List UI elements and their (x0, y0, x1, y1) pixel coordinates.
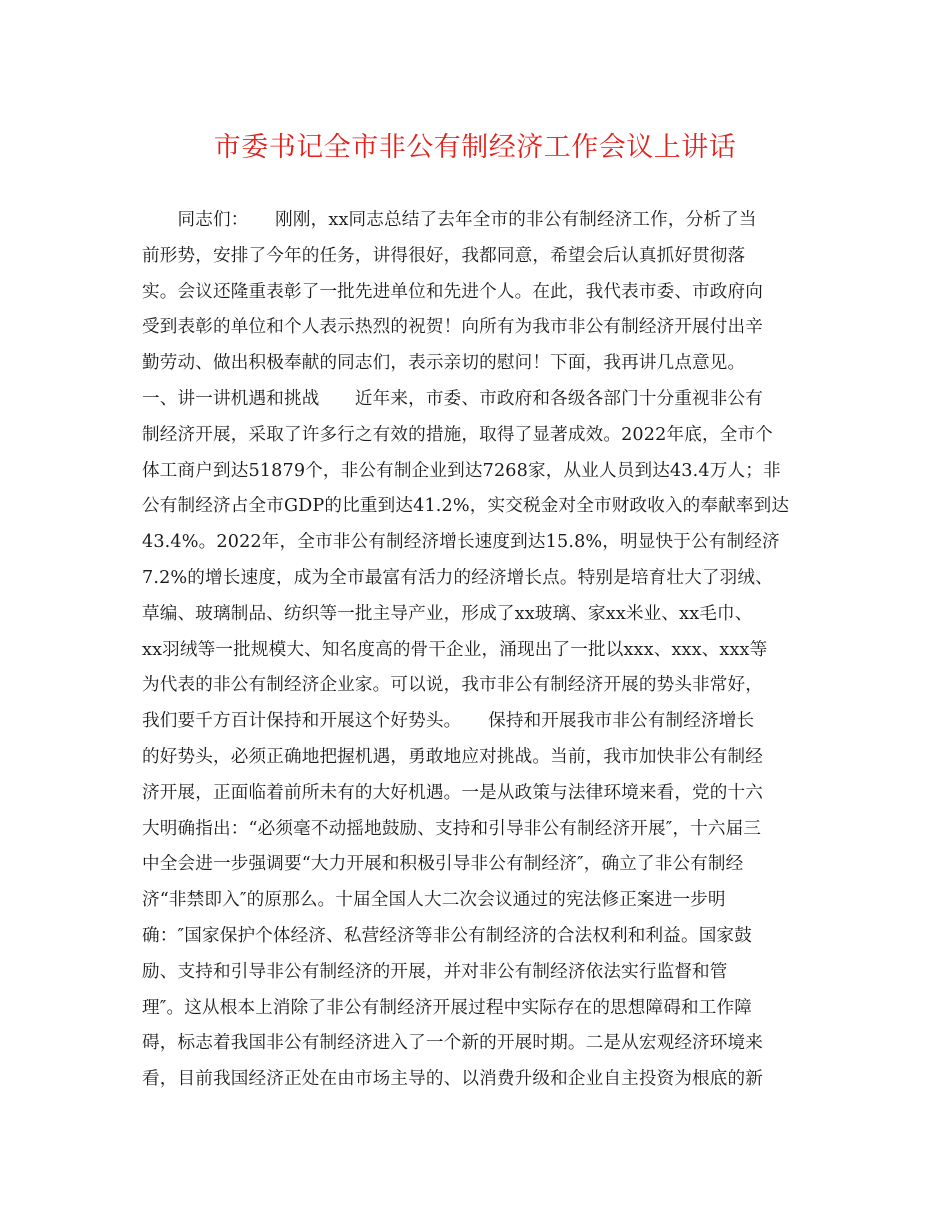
body-line-3: 实。会议还隆重表彰了一批先进单位和先进个人。在此，我代表市委、市政府向 (142, 281, 764, 302)
body-line-14: 为代表的非公有制经济企业家。可以说，我市非公有制经济开展的势头非常好， (142, 675, 764, 696)
body-line-4: 受到表彰的单位和个人表示热烈的祝贺！向所有为我市非公有制经济开展付出辛 (142, 317, 764, 338)
body-line-24: 碍，标志着我国非公有制经济进入了一个新的开展时期。二是从宏观经济环境来 (142, 1033, 764, 1054)
body-line-7: 制经济开展，采取了许多行之有效的措施，取得了显著成效。2022年底，全市个 (142, 424, 773, 445)
body-line-21: 确：″国家保护个体经济、私营经济等非公有制经济的合法权利和利益。国家鼓 (142, 925, 753, 946)
body-line-1: 同志们： 刚刚，xx同志总结了去年全市的非公有制经济工作，分析了当 (142, 210, 757, 230)
body-line-15: 我们要千方百计保持和开展这个好势头。 保持和开展我市非公有制经济增长 (142, 711, 755, 732)
body-line-20: 济“非禁即入″的原那么。十届全国人大二次会议通过的宪法修正案进一步明 (142, 890, 726, 911)
body-line-10: 43.4%。2022年，全市非公有制经济增长速度到达15.8%，明显快于公有制经济 (142, 532, 780, 553)
document-title: 市委书记全市非公有制经济工作会议上讲话 (213, 132, 737, 163)
body-line-19: 中全会进一步强调要“大力开展和积极引导非公有制经济″，确立了非公有制经 (142, 854, 744, 875)
body-line-6: 一、讲一讲机遇和挑战 近年来，市委、市政府和各级各部门十分重视非公有 (142, 388, 764, 409)
body-line-9: 公有制经济占全市GDP的比重到达41.2%，实交税金对全市财政收入的奉献率到达 (142, 496, 790, 517)
body-line-23: 理″。这从根本上消除了非公有制经济开展过程中实际存在的思想障碍和工作障 (142, 997, 753, 1018)
body-line-5: 勤劳动、做出积极奉献的同志们，表示亲切的慰问！下面，我再讲几点意见。 (142, 353, 746, 374)
body-line-8: 体工商户到达51879个，非公有制企业到达7268家，从业人员到达43.4万人；非 (142, 460, 781, 481)
body-line-12: 草编、玻璃制品、纺织等一批主导产业，形成了xx玻璃、家xx米业、xx毛巾、 (142, 603, 753, 624)
body-line-2: 前形势，安排了今年的任务，讲得很好，我都同意，希望会后认真抓好贯彻落 (142, 245, 746, 266)
body-line-22: 励、支持和引导非公有制经济的开展，并对非公有制经济依法实行监督和管 (142, 961, 728, 982)
body-line-13: xx羽绒等一批规模大、知名度高的骨干企业，涌现出了一批以xxx、xxx、xxx等 (142, 639, 768, 660)
body-line-25: 看，目前我国经济正处在由市场主导的、以消费升级和企业自主投资为根底的新 (142, 1069, 764, 1090)
body-line-16: 的好势头，必须正确地把握机遇，勇敢地应对挑战。当前，我市加快非公有制经 (142, 746, 764, 767)
body-line-18: 大明确指出：“必须毫不动摇地鼓励、支持和引导非公有制经济开展″，十六届三 (142, 818, 762, 839)
body-line-11: 7.2%的增长速度，成为全市最富有活力的经济增长点。特别是培育壮大了羽绒、 (142, 567, 773, 588)
body-line-17: 济开展，正面临着前所未有的大好机遇。一是从政策与法律环境来看，党的十六 (142, 782, 764, 803)
document-body (142, 203, 810, 1098)
